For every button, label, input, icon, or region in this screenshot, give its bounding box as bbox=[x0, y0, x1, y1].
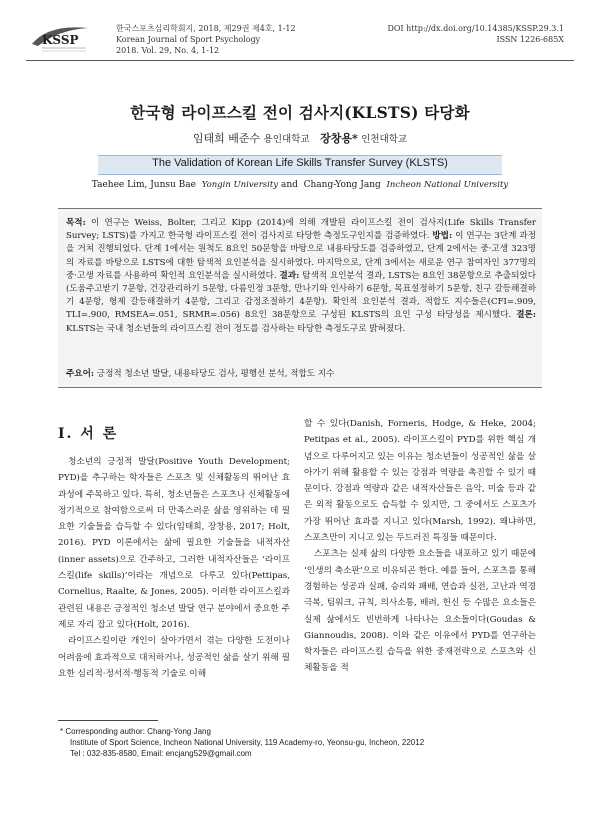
footnote-rule bbox=[58, 720, 158, 721]
keywords bbox=[66, 367, 536, 379]
doi-link[interactable]: DOI http://dx.doi.org/10.14385/KSSP.29.3.1 bbox=[387, 24, 564, 33]
paragraph: 라이프스킬이란 개인이 살아가면서 겪는 다양한 도전이나 어려움에 효과적으로 대처하거나, 성공적인 삶을 살기 위해 필요한 심리적·정서적·행동적 기술로 이해 bbox=[58, 636, 290, 679]
author-en-names-2: Chang-Yong Jang bbox=[303, 180, 381, 190]
abstract-conclusion: KLSTS는 국내 청소년들의 라이프스킬 전이 정도를 검사하는 타당한 측정도구로 밝혀졌다. bbox=[66, 323, 406, 334]
title-korean: 한국형 라이프스킬 전이 검사지(KLSTS) 타당화 bbox=[130, 103, 470, 122]
author-en-and: and bbox=[280, 180, 298, 190]
footnote-contact: Tel : 032-835-8580, Email: encjang529@gmail.com bbox=[70, 749, 252, 758]
authors-english bbox=[0, 180, 600, 190]
author-affiliation-2: 인천대학교 bbox=[361, 134, 408, 145]
footnote bbox=[60, 726, 424, 759]
paragraph: 청소년의 긍정적 발달(Positive Youth Development; PYD)을 추구하는 학자들은 스포츠 및 신체활동의 뛰어난 효과성에 주목하고 있다. 특히, 청소년들은 스포츠나 신체활동에 정기적으로 참여함으로써 더 만족스러운 삶을 영위하는 데 필요한 기술들을 습득할 수 있다(임태희, 장창용, 2017; Holt, 2016). PYD 이론에서는 삶에 필요한 기술들을 내적자산(inner assets)으로 간주하고, 그러한 내적자산들은 ‘라이프스킬(life skills)’이라는 개념으로 다루고 있다(Pettipas, Cornelius, Raalte, & Jones, 2005). 이러한 라이프스킬과 관련된 내용은 긍정적인 청소년 발달 연구 분야에서 중요한 주제로 자리 잡고 있다(Holt, 2016). bbox=[58, 457, 290, 630]
journal-volume: 2018. Vol. 29, No. 4, 1-12 bbox=[116, 46, 220, 55]
abstract-method-label: 방법: bbox=[432, 231, 453, 242]
footnote-author: * Corresponding author: Chang-Yong Jang bbox=[60, 727, 211, 736]
paragraph: 스포츠는 실제 삶의 다양한 요소들을 내포하고 있기 때문에 ‘인생의 축소판’으로 비유되곤 한다. 예를 들어, 스포츠를 통해 경험하는 성공과 실패, 승리와 패배, 연습과 실전, 고난과 역경 극복, 팀워크, 규칙, 의사소통, 배려, 헌신 등 수많은 요소들은 실제 삶에서도 빈번하게 나타나는 요소들이다(Goudas & Giannoudis, 2008). 이와 같은 이유에서 PYD를 연구하는 학자들은 라이프스킬 습득을 위한 중재전략으로 스포츠와 신체활동을 적 bbox=[304, 549, 536, 674]
issn: ISSN 1226-685X bbox=[496, 35, 564, 44]
logo-text: KSSP bbox=[42, 33, 79, 47]
author-en-names-1: Taehee Lim, Junsu Bae bbox=[91, 180, 196, 190]
abstract-purpose-label: 목적: bbox=[66, 218, 86, 228]
body-column-left bbox=[58, 454, 290, 682]
title-english: The Validation of Korean Life Skills Transfer Survey (KLSTS) bbox=[152, 157, 448, 169]
abstract-method: 이 연구는 3단계 과정을 거쳐 진행되었다. 단계 1에서는 원척도 8요인 50문항을 바탕으로 내용타당도를 검증하였고, 단계 2에서는 중·고생 323명의 자료를 바탕으로 LSTS에 대한 탐색적 요인분석을 실시하였다. 마지막으로, 단계 3에서는 새로운 연구 참여자인 377명의 중·고생 자료를 사용하여 확인적 요인분석을 실시하였다. bbox=[66, 231, 536, 281]
body-column-right bbox=[304, 416, 536, 677]
doi-info bbox=[387, 23, 564, 45]
footnote-address: Institute of Sport Science, Incheon National University, 119 Academy-ro, Yeonsu-gu, Incheon, 22012 bbox=[70, 738, 425, 747]
abstract-result-label: 결과: bbox=[279, 270, 300, 281]
abstract-purpose: 이 연구는 Weiss, Bolter, 그리고 Kipp (2014)에 의해 개발된 라이프스킬 전이 검사지(Life Skills Transfer Survey; LSTS)를 가지고 한국형 라이프스킬 전이 검사지로 타당한 측정도구인지를 검증하였다. bbox=[66, 218, 536, 242]
author-names-2: 장창용* bbox=[320, 132, 358, 145]
header-rule bbox=[26, 60, 574, 61]
author-names-1: 임태희 배준수 bbox=[192, 132, 261, 145]
keywords-label: 주요어: bbox=[66, 369, 95, 379]
journal-en: Korean Journal of Sport Psychology bbox=[116, 35, 261, 44]
authors-korean bbox=[0, 130, 600, 146]
author-en-affiliation-2: Incheon National University bbox=[386, 180, 509, 190]
journal-info bbox=[116, 23, 296, 56]
abstract-conclusion-label: 결론: bbox=[516, 310, 536, 321]
journal-logo bbox=[28, 22, 92, 56]
section-title-introduction: I. 서 론 bbox=[58, 426, 119, 442]
paragraph: 할 수 있다(Danish, Forneris, Hodge, & Heke, 2004; Petitpas et al., 2005). 라이프스킬이 PYD를 위한 핵심 개념으로 다루어지고 있는 이유는 청소년들이 성공적인 삶을 살아가기 위해 활용할 수 있는 강점과 역량을 촉진할 수 있기 때문이다. 강점과 역량과 같은 내적자산들은 음악, 미술 등과 같은 외적 활동으로도 습득할 수 있지만, 그 중에서도 스포츠가 가장 뛰어난 효과를 지니고 있다(Marsh, 1992). 왜냐하면, 스포츠만이 지니고 있는 두드러진 특징들 때문이다. bbox=[304, 419, 536, 544]
abstract-result: 탐색적 요인분석 결과, LSTS는 8요인 38문항으로 추출되었다(도움주고받기 7문항, 건강관리하기 5문항, 다름인정 3문항, 만나기와 인사하기 6문항, 목표설정하기 5문항, 친구 갈등해결하기 4문항, 형제 갈등해결하기 4문항, 그리고 감정조절하기 4문항). 확인적 요인분석 결과, 적합도 지수들은(CFI=.909, TLI=.900, RMSEA=.051, SRMR=.056) 8요인 38문항으로 구성된 KLSTS의 요인 구성 타당성을 제시했다. bbox=[66, 270, 536, 321]
author-en-affiliation-1: Yongin University bbox=[201, 180, 279, 190]
abstract bbox=[66, 217, 536, 336]
journal-kr: 한국스포츠심리학회지, 2018, 제29권 제4호, 1-12 bbox=[116, 24, 296, 33]
keywords-text: 긍정적 청소년 발달, 내용타당도 검사, 평행선 분석, 적합도 지수 bbox=[94, 369, 335, 379]
author-affiliation-1: 용인대학교 bbox=[263, 134, 310, 145]
